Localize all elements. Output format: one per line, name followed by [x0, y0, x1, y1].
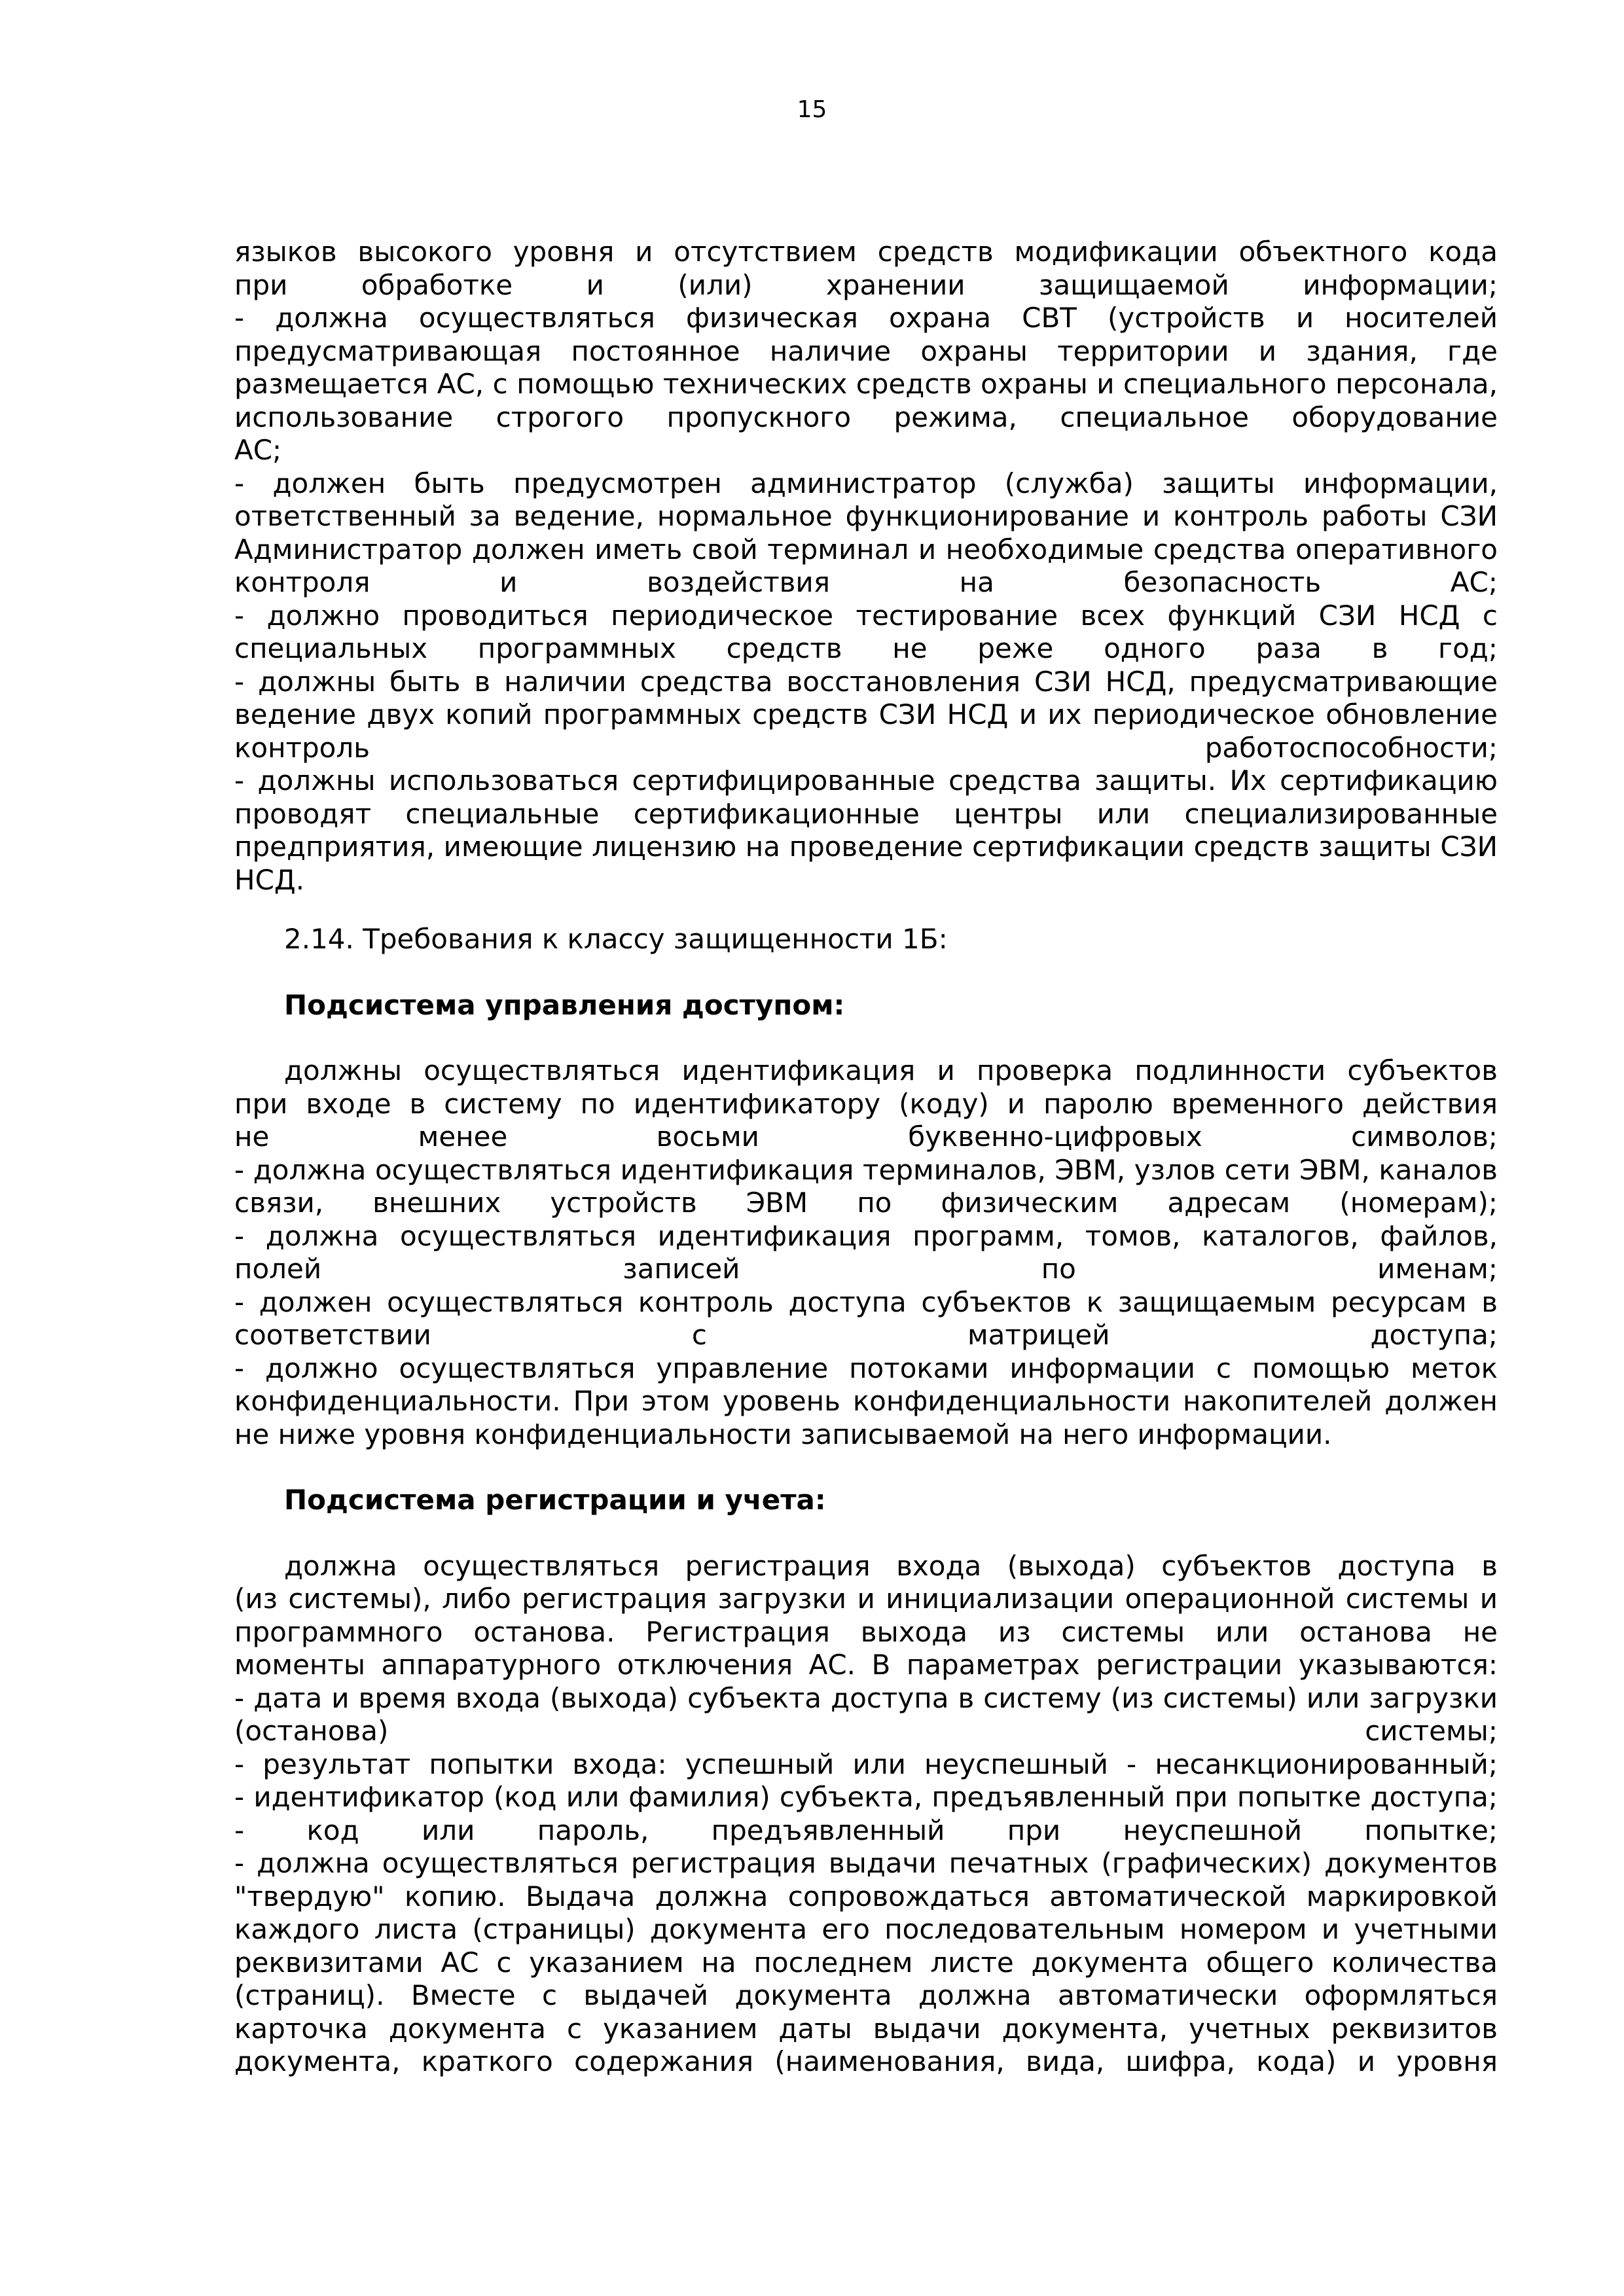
text-line: каждого листа (страницы) документа его последовательным номером и учетными — [234, 1913, 1498, 1945]
text-line: размещается АС, с помощью технических средств охраны и специального персонала, — [234, 368, 1498, 400]
heading-registration: Подсистема регистрации и учета: — [284, 1484, 826, 1516]
text-line: - должна осуществляться физическая охрана СВТ (устройств и носителей — [234, 302, 1498, 334]
text-line: языков высокого уровня и отсутствием средств модификации объектного кода — [234, 236, 1498, 268]
text-line: - должно проводиться периодическое тестирование всех функций СЗИ НСД с — [234, 599, 1498, 632]
section-title: 2.14. Требования к классу защищенности 1Б: — [284, 923, 948, 955]
text-line: - должны быть в наличии средства восстановления СЗИ НСД, предусматривающие — [234, 665, 1498, 698]
text-line: специальных программных средств не реже одного раза в год; — [234, 632, 1498, 664]
text-line: предусматривающая постоянное наличие охраны территории и здания, где — [234, 334, 1498, 367]
text-line: (из системы), либо регистрация загрузки и инициализации операционной системы и — [234, 1583, 1498, 1615]
text-line: проводят специальные сертификационные центры или специализированные — [234, 797, 1498, 830]
text-line: соответствии с матрицей доступа; — [234, 1319, 1498, 1351]
text-line: НСД. — [234, 863, 305, 896]
registration-paragraph — [234, 1550, 1498, 2079]
text-line: контроля и воздействия на безопасность АС; — [234, 566, 1498, 598]
text-line: контроль работоспособности; — [234, 731, 1498, 764]
text-line: должна осуществляться регистрация входа (выхода) субъектов доступа в — [284, 1549, 1498, 1582]
text-line: - должен быть предусмотрен администратор (служба) защиты информации, — [234, 467, 1498, 499]
text-line: - код или пароль, предъявленный при неуспешной попытке; — [234, 1814, 1498, 1846]
text-line: при обработке и (или) хранении защищаемой информации; — [234, 268, 1498, 301]
text-line: не менее восьми буквенно-цифровых символов; — [234, 1121, 1498, 1153]
text-line: - идентификатор (код или фамилия) субъекта, предъявленный при попытке доступа; — [234, 1781, 1498, 1813]
text-line: ответственный за ведение, нормальное функционирование и контроль работы СЗИ — [234, 500, 1498, 532]
text-line: - результат попытки входа: успешный или неуспешный - несанкционированный; — [234, 1748, 1498, 1780]
text-line: использование строгого пропускного режима, специальное оборудование — [234, 401, 1498, 433]
text-line: - должна осуществляться регистрация выдачи печатных (графических) документов — [234, 1847, 1498, 1879]
text-line: "твердую" копию. Выдача должна сопровождаться автоматической маркировкой — [234, 1880, 1498, 1912]
text-line: не ниже уровня конфиденциальности записываемой на него информации. — [234, 1418, 1332, 1450]
text-line: моменты аппаратурного отключения АС. В параметрах регистрации указываются: — [234, 1649, 1498, 1681]
text-line: - дата и время входа (выхода) субъекта доступа в систему (из системы) или загрузки — [234, 1681, 1498, 1714]
text-line: (страниц). Вместе с выдачей документа должна автоматически оформляться — [234, 1979, 1498, 2011]
text-line: - должна осуществляться идентификация программ, томов, каталогов, файлов, — [234, 1219, 1498, 1252]
requirements-continued-paragraph — [234, 236, 1498, 897]
text-line: - должно осуществляться управление потоками информации с помощью меток — [234, 1352, 1498, 1384]
text-line: реквизитами АС с указанием на последнем листе документа общего количества — [234, 1946, 1498, 1979]
text-line: ведение двух копий программных средств СЗИ НСД и их периодическое обновление — [234, 698, 1498, 730]
text-line: конфиденциальности. При этом уровень конфиденциальности накопителей должен — [234, 1385, 1498, 1417]
text-line: связи, внешних устройств ЭВМ по физическим адресам (номерам); — [234, 1187, 1498, 1219]
document-body — [234, 236, 1498, 2079]
text-line: должны осуществляться идентификация и проверка подлинности субъектов — [284, 1054, 1498, 1086]
text-line: документа, краткого содержания (наименования, вида, шифра, кода) и уровня — [234, 2045, 1498, 2077]
text-line: - должна осуществляться идентификация терминалов, ЭВМ, узлов сети ЭВМ, каналов — [234, 1153, 1498, 1186]
text-line: карточка документа с указанием даты выдачи документа, учетных реквизитов — [234, 2012, 1498, 2045]
heading-access-control: Подсистема управления доступом: — [284, 988, 845, 1021]
text-line: программного останова. Регистрация выхода из системы или останова не — [234, 1615, 1498, 1648]
text-line: АС; — [234, 434, 282, 466]
text-line: полей записей по именам; — [234, 1253, 1498, 1285]
text-line: (останова) системы; — [234, 1715, 1498, 1747]
text-line: - должны использоваться сертифицированные средства защиты. Их сертификацию — [234, 764, 1498, 797]
text-line: при входе в систему по идентификатору (коду) и паролю временного действия — [234, 1087, 1498, 1120]
text-line: - должен осуществляться контроль доступа субъектов к защищаемым ресурсам в — [234, 1285, 1498, 1318]
page-number: 15 — [797, 96, 827, 123]
access-control-paragraph — [234, 1054, 1498, 1451]
text-line: Администратор должен иметь свой терминал и необходимые средства оперативного — [234, 533, 1498, 565]
text-line: предприятия, имеющие лицензию на проведение сертификации средств защиты СЗИ — [234, 831, 1498, 863]
